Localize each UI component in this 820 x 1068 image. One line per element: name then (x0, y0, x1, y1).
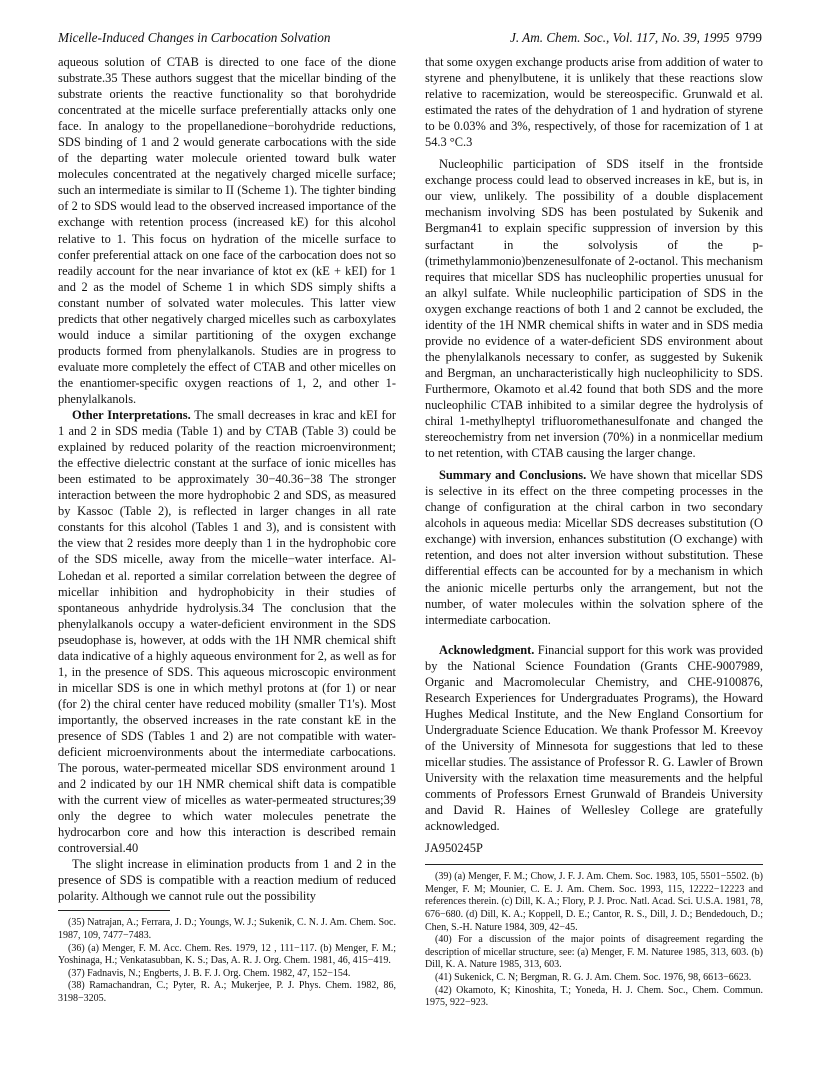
running-title: Micelle-Induced Changes in Carbocation Solvation (58, 30, 331, 45)
footnote: (39) (a) Menger, F. M.; Chow, J. F. J. Am. Chem. Soc. 1983, 105, 5501−5502. (b) Menger, F. M; Mounier, C. E. J. Am. Chem. Soc. 1993, 115, 12222−12223 and references therein. (c) Dill, K. A.; Flory, P. J. Proc. Natl. Acad. Sci. U.S.A. 1981, 78, 676−680. (d) Dill, K. A.; Koppell, D. E.; Cantor, R. S., Dill, J. D.; Bendedouch, D.; Chen, S.-H. Nature 1984, 309, 42−45. (425, 871, 763, 933)
paragraph: The slight increase in elimination products from 1 and 2 in the presence of SDS is compatible with a reaction medium of reduced polarity. Although we cannot rule out the possibility (58, 857, 396, 904)
footnote-rule (425, 864, 763, 865)
section-heading: Summary and Conclusions. (439, 468, 587, 483)
paragraph (425, 467, 763, 627)
paragraph: aqueous solution of CTAB is directed to one face of the dione substrate.35 These authors suggest that the micellar binding of the substrate orients the reactive functionality so that borohydride concentrated at the micelle surface preferentially attacks only one face. In analogy to the propellanedione−borohydride reductions, SDS binding of 1 and 2 would generate carbocations with the side of the departing water molecule oriented toward bulk water molecules concentrated at the negatively charged micelle surface; such an intermediate is similar to II (Scheme 1). The tighter binding of 2 to SDS would lead to the observed increased importance of the exchange with retention process (increased kE) for this alcohol relative to 1. This focus on hydration of the micelle surface to confer preferential attack on one face of the carbocation does not so readily account for the near invariance of ktot ex (kE + kEI) for 1 and 2 as the model of Scheme 1 in which SDS simply shifts a constant number of solvated water molecules. This latter view predicts that other negatively charged micelles such as carboxylates would induce a similar partitioning of the oxygen exchange products formed from phenylalkanols. Studies are in progress to evaluate more completely the effect of CTAB and other micelles on the enantiomer-specific oxygen reactions of 1, 2, and other 1-phenylalkanols. (58, 55, 396, 406)
page-number: 9799 (735, 30, 762, 45)
right-column (425, 54, 763, 1010)
footnote: (38) Ramachandran, C.; Pyter, R. A.; Mukerjee, P. J. Phys. Chem. 1982, 86, 3198−3205. (58, 980, 396, 1005)
footnote: (37) Fadnavis, N.; Engberts, J. B. F. J. Org. Chem. 1982, 47, 152−154. (68, 967, 351, 979)
footnote: (35) Natrajan, A.; Ferrara, J. D.; Youngs, W. J.; Sukenik, C. N. J. Am. Chem. Soc. 1987, 109, 7477−7483. (58, 917, 396, 942)
footnote: (40) For a discussion of the major points of disagreement regarding the description of micellar structure, see: (a) Menger, F. M. Naturee 1985, 313, 603. (b) Dill, K. A. Nature 1985, 313, 603. (425, 934, 763, 971)
paragraph-text: The small decreases in krac and kEI for 1 and 2 in SDS media (Table 1) and by CTAB (Table 3) could be explained by reduced polarity of the reaction microenvironment; the effective dielectric constant at the surface of ionic micelles has been estimated to be approximately 30−40.36−38 The stronger interaction between the more hydrophobic 2 and SDS, as measured by Kassoc (Table 2), is reflected in larger changes in all rate constants for this alcohol (Tables 1 and 3), and is consistent with the view that 2 resides more deeply than 1 in the hydrophobic core of the SDS micelle, away from the micelle−water interface. Al-Lohedan et al. reported a similar correlation between the degree of micellar inhibition and hydrophobicity in their studies of spontaneous anhydride hydrolysis.34 The conclusion that the phenylalkanols occupy a water-deficient environment in the SDS pseudophase is, however, at odds with the 1H NMR chemical shift data indicative of a highly aqueous environment for 2, as well as for 1, in the presence of SDS. This aqueous microscopic environment in micellar SDS is one in which methyl protons at (for 1) or near (for 2) the chiral center have reduced mobility (smaller T1's). Most importantly, the observed increases in the rate constant kE in the presence of SDS (Tables 1 and 2) are not compatible with water-deficient microenvironments about the intermediate carbocations. The porous, water-permeated micellar SDS environment around 1 and 2 indicated by our 1H NMR chemical shift data is compatible with the current view of micelles as water-permeated structures;39 only the degree to which water molecules penetrate the hydrocarbon core and how this interaction is described remain controversial.40 (58, 408, 396, 856)
footnotes (425, 871, 763, 1010)
journal-citation (510, 30, 762, 46)
footnote: (41) Sukenick, C. N; Bergman, R. G. J. Am. Chem. Soc. 1976, 98, 6613−6623. (435, 972, 752, 983)
paragraph: Nucleophilic participation of SDS itself in the frontside exchange process could lead to observed increases in kE, but is, in our view, unlikely. The possibility of a double displacement mechanism involving SDS has been postulated by Sukenik and Bergman41 to explain specific suppression of inversion by this surfactant in the solvolysis of the p-(trimethylammonio)benzenesulfonate of 2-octanol. This mechanism requires that micellar SDS has nucleophilic properties unusual for an alkyl sulfate. While nucleophilic participation of SDS in the oxygen exchange reactions of both 1 and 2 cannot be excluded, the identity of the 1H NMR chemical shifts in water and in SDS media provide no evidence of a water-deficient SDS environment about the phenylalkanols necessary to confer, as suggested by Sukenik and Bergman, an uncharacteristically high nucleophilicity to SDS. Furthermore, Okamoto et al.42 found that both SDS and the more nucleophilic CTAB inhibited to a similar degree the hydrolysis of chiral 1-methylheptyl trifluoromethanesulfonate and changed the stereochemistry from net inversion (70%) in a nonmicellar medium to net retention, with CTAB causing the larger change. (425, 157, 763, 461)
paragraph-text: We have shown that micellar SDS is selective in its effect on the three competing processes in the change of configuration at the chiral carbon in two secondary alcohols in aqueous media: Micellar SDS decreases substitution (O exchange) with inversion, enhances substitution (O exchange) with retention, and does not alter inversion without substitution. These differential effects can be accounted for by a mechanism in which the anionic micelle perturbs only the arrangement, but not the number, of water molecules within the solvation sphere of the intermediate carbocation. (425, 468, 763, 627)
footnote-rule (58, 910, 170, 911)
section-heading: Other Interpretations. (72, 408, 191, 423)
manuscript-code: JA950245P (425, 841, 483, 856)
section-heading: Acknowledgment. (439, 642, 535, 657)
left-column (58, 54, 396, 1006)
paragraph (58, 407, 396, 856)
journal-name: J. Am. Chem. Soc., Vol. 117, No. 39, 1995 (509, 30, 730, 45)
footnotes (58, 917, 396, 1005)
paragraph-text: Financial support for this work was provided by the National Science Foundation (Grants CHE-9007989, Organic and Macromolecular Chemistry, and CHE-9100876, Research Experiences for Undergraduates Programs), the Howard Hughes Medical Institute, and the New England Consortium for Undergraduate Science Education. We thank Professor M. Kreevoy of the University of Minnesota for suggestions that led to these micellar studies. The assistance of Professor R. G. Lawler of Brown University with the relaxation time measurements and the helpful comments of Professors Ernest Grunwald of Brandeis University and David R. Haines of Wellesley College are gratefully acknowledged. (425, 642, 763, 834)
paragraph: that some oxygen exchange products arise from addition of water to styrene and phenylbutene, it is unlikely that these reactions slow relative to racemization, would be stereospecific. Grunwald et al. estimated the rates of the dehydration of 1 and hydration of styrene to be 0.03% and 3%, respectively, of those for racemization of 1 at 54.3 °C.3 (425, 55, 763, 150)
footnote: (42) Okamoto, K; Kinoshita, T.; Yoneda, H. J. Chem. Soc., Chem. Commun. 1975, 922−923. (425, 984, 763, 1009)
footnote: (36) (a) Menger, F. M. Acc. Chem. Res. 1979, 12 , 111−117. (b) Menger, F. M.; Yoshinaga, H.; Venkatasubban, K. S.; Das, A. R. J. Org. Chem. 1981, 46, 415−419. (58, 942, 396, 967)
paragraph (425, 642, 763, 835)
